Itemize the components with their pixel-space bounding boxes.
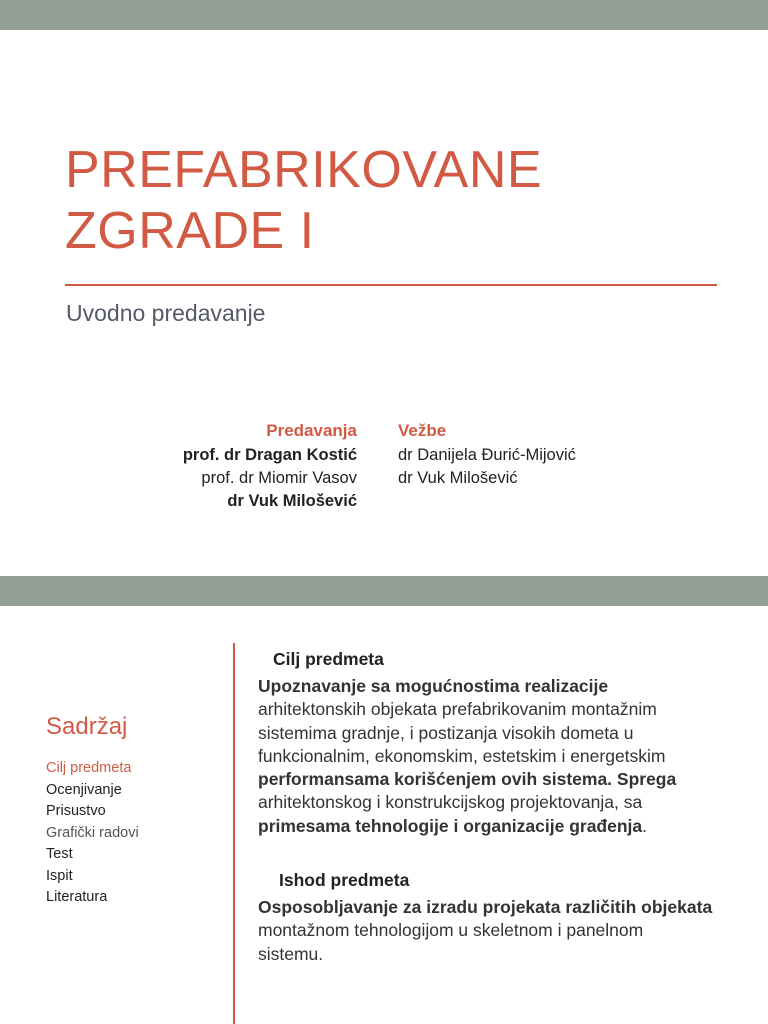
- outcome-heading: Ishod predmeta: [279, 870, 410, 890]
- goal-line: [258, 768, 738, 791]
- outcome-line: [258, 919, 738, 942]
- exercises-heading: Vežbe: [398, 421, 447, 440]
- exercises-column: [398, 419, 576, 490]
- outcome-line: [258, 943, 738, 966]
- assistant-name: dr Vuk Milošević: [398, 469, 518, 487]
- toc-item-prisustvo[interactable]: Prisustvo: [46, 803, 106, 819]
- toc-item-cilj-predmeta[interactable]: Cilj predmeta: [46, 760, 132, 776]
- goal-line-bold: performansama korišćenjem ovih sistema. Sprega: [258, 769, 677, 790]
- goal-line: [258, 791, 738, 814]
- toc-item-literatura[interactable]: Literatura: [46, 889, 108, 905]
- toc-item-ocenjivanje[interactable]: Ocenjivanje: [46, 781, 122, 798]
- goal-heading: Cilj predmeta: [273, 649, 384, 669]
- top-band: [0, 0, 768, 30]
- slide-title: [65, 140, 542, 262]
- goal-line-text: arhitektonskog i konstrukcijskog projektovanja, sa: [258, 792, 643, 813]
- title-line-2: ZGRADE I: [65, 202, 315, 260]
- toc-title: Sadržaj: [46, 713, 128, 740]
- outcome-paragraph: [258, 896, 738, 966]
- goal-line: [258, 675, 738, 698]
- assistant-name: dr Danijela Đurić-Mijović: [398, 446, 576, 464]
- goal-line-text: sistemima gradnje, i postizanja visokih dometa u: [258, 722, 634, 743]
- lectures-heading: Predavanja: [266, 421, 357, 440]
- toc-item-test[interactable]: Test: [46, 846, 73, 862]
- outcome-line-text: montažnom tehnologijom u skeletnom i panelnom: [258, 920, 644, 941]
- slide-subtitle: Uvodno predavanje: [66, 300, 266, 326]
- lecturer-name: prof. dr Miomir Vasov: [201, 469, 357, 487]
- lecturer-name: prof. dr Dragan Kostić: [182, 446, 357, 464]
- goal-line: [258, 745, 738, 768]
- goal-line: [258, 698, 738, 721]
- goal-line-text: .: [642, 815, 648, 836]
- goal-line: [258, 722, 738, 745]
- lectures-column: [183, 419, 357, 513]
- toc-item-graficki-radovi[interactable]: Grafički radovi: [46, 824, 139, 841]
- goal-line-text: arhitektonskih objekata prefabrikovanim montažnim: [258, 699, 657, 720]
- toc-list: [46, 758, 139, 909]
- goal-line-bold: primesama tehnologije i organizacije građenja: [258, 815, 643, 836]
- toc-item-ispit[interactable]: Ispit: [46, 867, 73, 884]
- lecturer-name: dr Vuk Milošević: [227, 492, 357, 510]
- goal-line-text: funkcionalnim, ekonomskim, estetskim i energetskim: [258, 745, 666, 766]
- goal-line-bold: Upoznavanje sa mogućnostima realizacije: [258, 676, 609, 696]
- goal-line: [258, 815, 738, 838]
- goal-paragraph: [258, 675, 738, 838]
- title-line-1: PREFABRIKOVANE: [65, 141, 543, 199]
- outcome-line-bold: Osposobljavanje za izradu projekata različitih objekata: [258, 897, 713, 917]
- outcome-line-text: sistemu.: [258, 943, 324, 964]
- outcome-line: [258, 896, 738, 919]
- vertical-divider: [233, 643, 235, 1024]
- title-divider: [65, 284, 717, 286]
- separator-band: [0, 576, 768, 606]
